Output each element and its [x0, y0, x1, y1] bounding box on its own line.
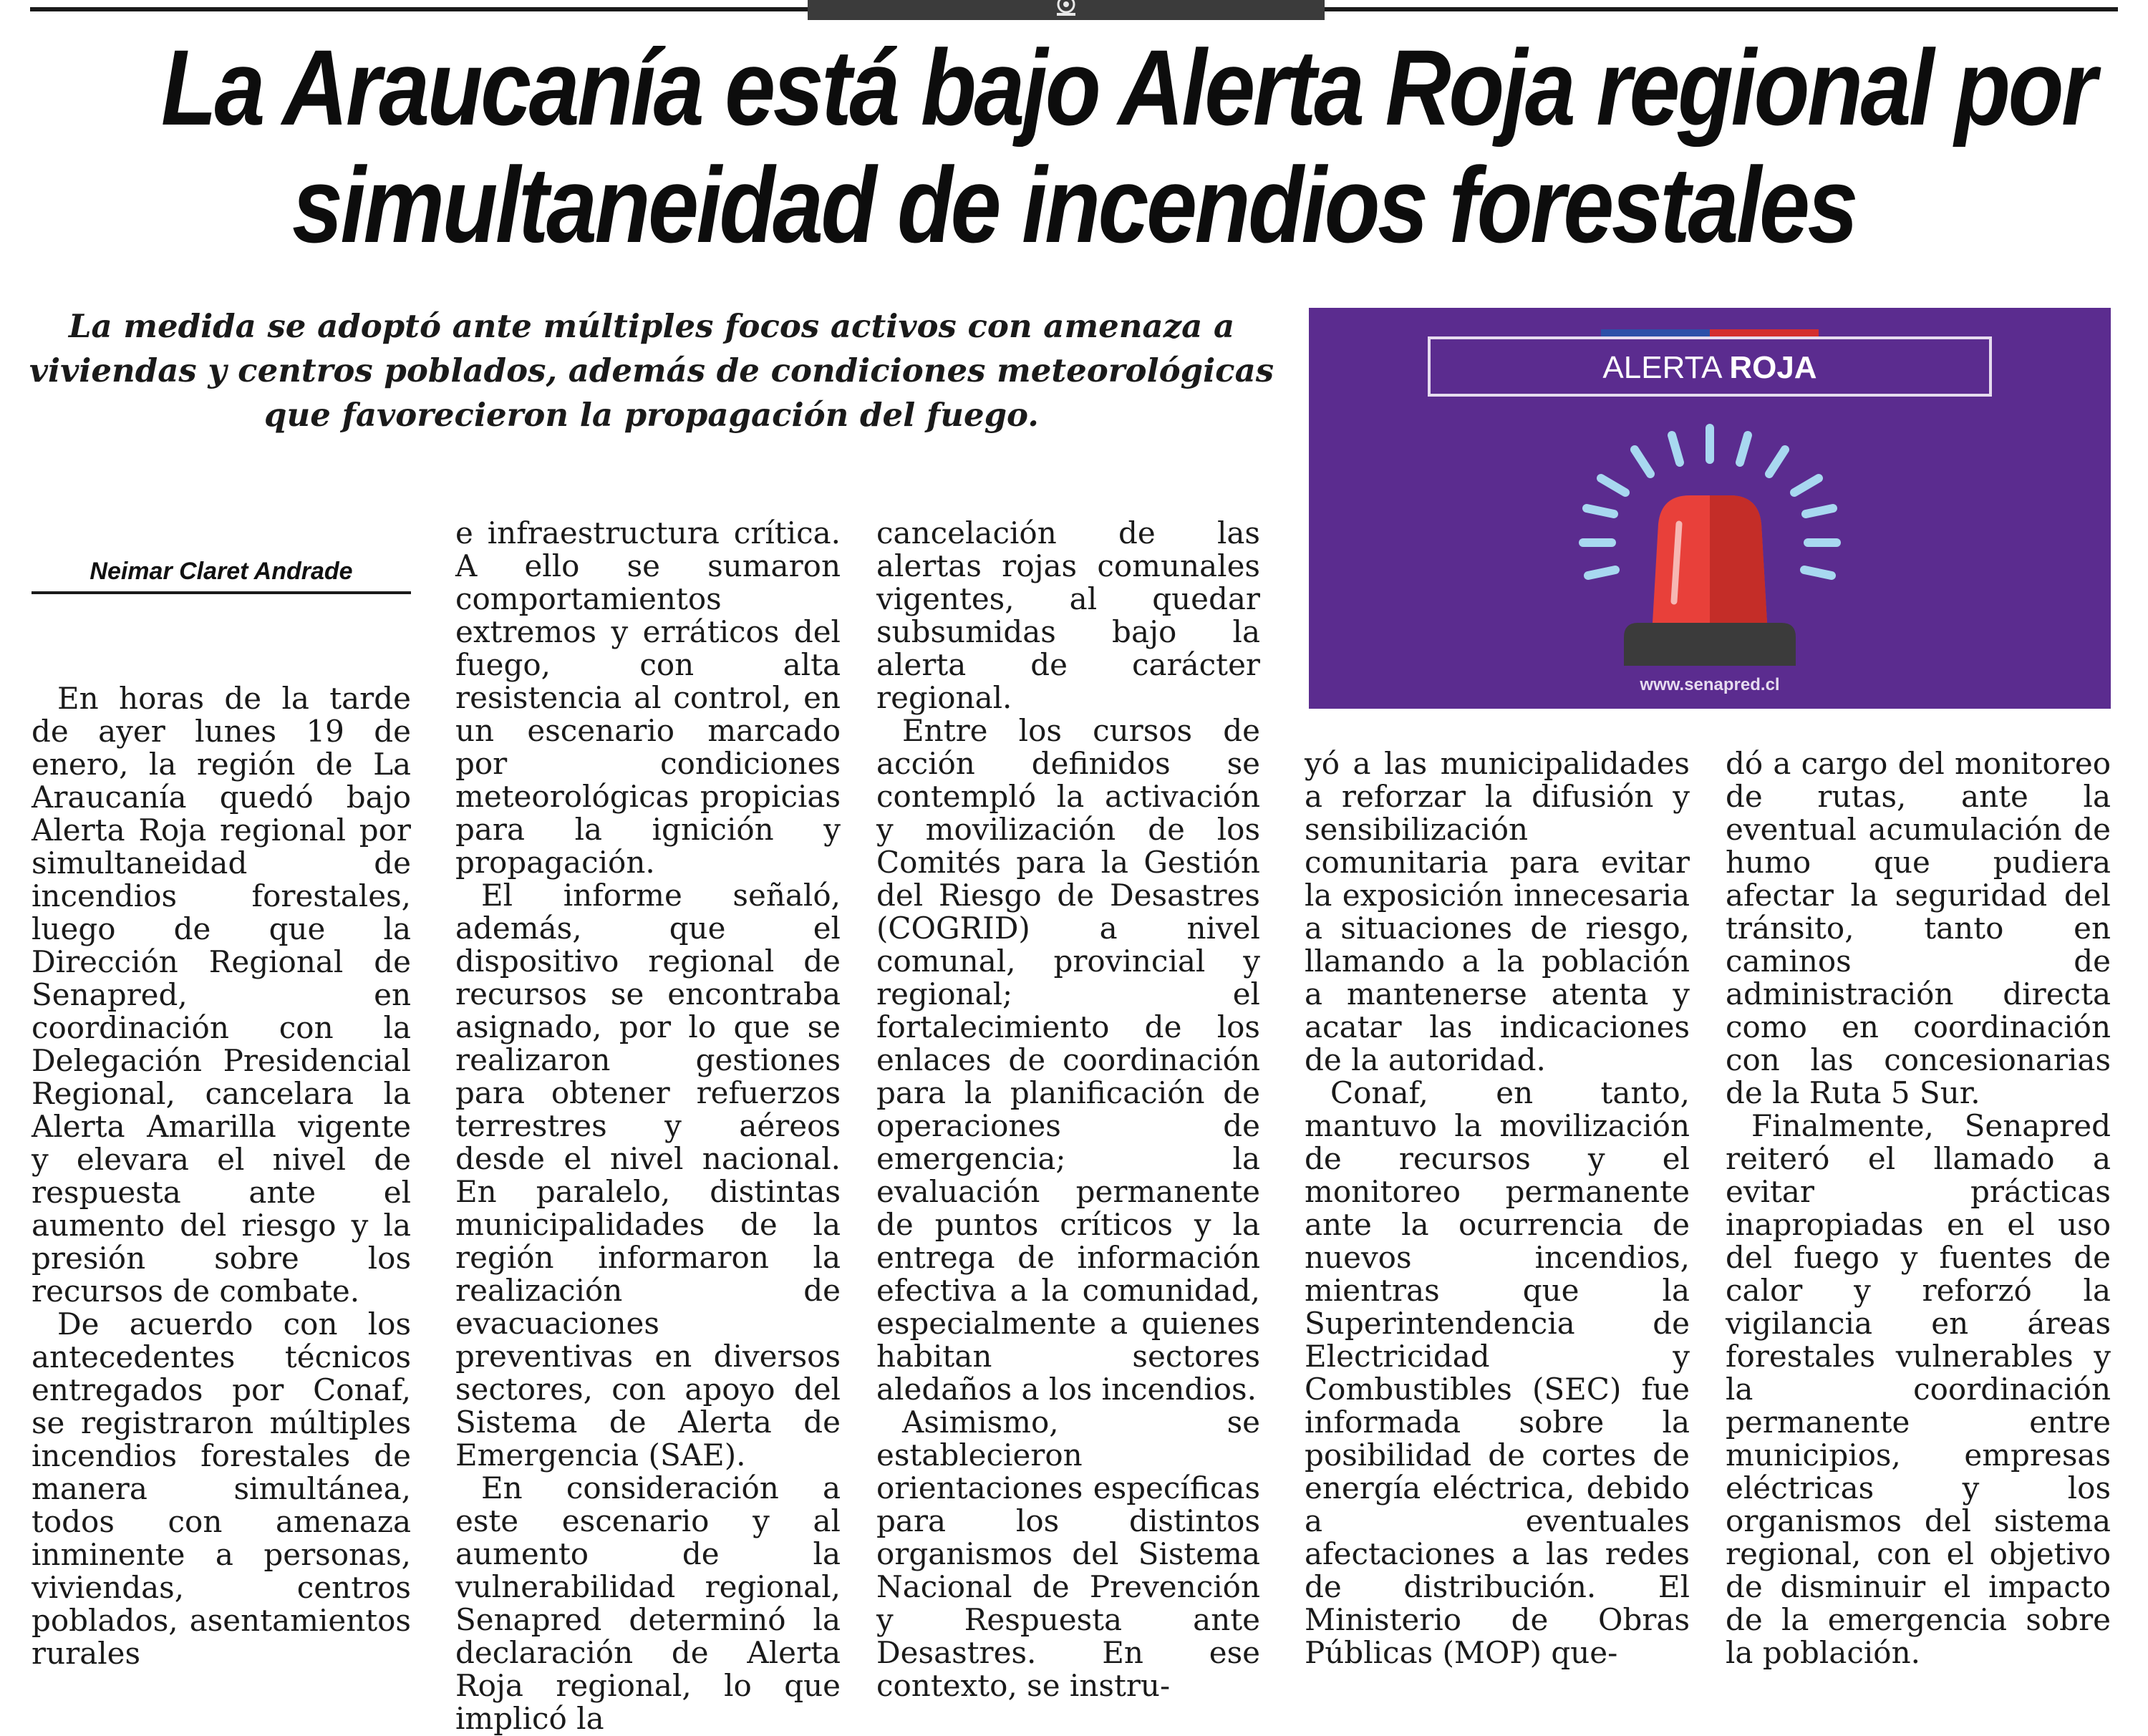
paragraph: En horas de la tarde de ayer lunes 19 de enero, la región de La Araucanía quedó bajo Alerta Roja regional por simultaneidad de incendios forestales, luego de que la Dirección Regional de Senapred, en coordinación con la Delegación Presidencial Regional, cancelara la Alerta Amarilla vigente y elevara el nivel de respuesta ante el aumento del riesgo y la presión sobre los recursos de combate.: [32, 681, 411, 1309]
author-name: Neimar Claret Andrade: [90, 558, 353, 585]
beacon-base: [1624, 623, 1796, 666]
paragraph-continued: yó a las municipalidades a reforzar la difusión y sensibilización comunitaria para evitar la exposición innecesaria a situaciones de riesgo, llamando a la población a mantenerse atenta y acatar las indicaciones de la autoridad.: [1305, 746, 1690, 1077]
beacon-shade: [1710, 495, 1767, 623]
alert-label: [1602, 350, 1816, 385]
paragraph: Finalmente, Senapred reiteró el llamado a evitar prácticas inapropiadas en el uso del fuego y fuentes de calor y reforzó la vigilancia en áreas forestales vulnerables y la coordinación permanente entre municipios, empresas eléctricas y los organismos del sistema regional, con el objetivo de disminuir el impacto de la emergencia sobre la población.: [1726, 1108, 2111, 1670]
article-column-1: [32, 682, 411, 1670]
subtitle-line-2: viviendas y centros poblados, además de condiciones meteorológicas: [29, 351, 1274, 389]
paragraph-continued: dó a cargo del monitoreo de rutas, ante la eventual acumulación de humo que pudiera afectar la seguridad del tránsito, tanto en caminos de administración directa como en coordinación con las concesionarias de la Ruta 5 Sur.: [1726, 746, 2111, 1110]
byline: [32, 556, 411, 594]
article-column-2: [455, 517, 841, 1735]
alert-label-emphasis: ROJA: [1729, 350, 1817, 385]
subtitle: [21, 304, 1282, 437]
article-column-5: [1726, 747, 2111, 1669]
article-column-3: [876, 517, 1260, 1702]
headline-line-2: simultaneidad de incendios forestales: [291, 145, 1857, 265]
paragraph: En consideración a este escenario y al aumento de la vulnerabilidad regional, Senapred determinó la declaración de Alerta Roja regional, lo que implicó la: [455, 1470, 841, 1736]
paragraph: Asimismo, se establecieron orientaciones específicas para los distintos organismos del Sistema Nacional de Prevención y Respuesta ante Desastres. En ese contexto, se instru-: [876, 1405, 1260, 1703]
headline: [161, 27, 2095, 265]
paragraph: Conaf, en tanto, mantuvo la movilización de recursos y el monitoreo permanente ante la ocurrencia de nuevos incendios, mientras que la Superintendencia de Electricidad y Combustibles (SEC) fue informada sobre la posibilidad de cortes de energía eléctrica, debido a eventuales afectaciones a las redes de distribución. El Ministerio de Obras Públicas (MOP) que-: [1305, 1075, 1690, 1670]
alert-label-prefix: ALERTA: [1602, 350, 1730, 385]
article-column-4: [1305, 747, 1690, 1669]
headline-line-1: La Araucanía está bajo Alerta Roja regional por: [161, 27, 2095, 147]
paragraph-continued: cancelación de las alertas rojas comunales vigentes, al quedar subsumidas bajo la alerta de carácter regional.: [876, 515, 1260, 715]
paragraph-continued: e infraestructura crítica. A ello se sumaron comportamientos extremos y erráticos del fuego, con alta resistencia al control, en un escenario marcado por condiciones meteorológicas propicias para la ignición y propagación.: [455, 515, 841, 880]
alert-roja-image: [1309, 308, 2111, 709]
paragraph: El informe señaló, además, que el dispositivo regional de recursos se encontraba asignado, por lo que se realizaron gestiones para obtener refuerzos terrestres y aéreos desde el nivel nacional. En paralelo, distintas municipalidades de la región informaron la realización de evacuaciones preventivas en diversos sectores, con apoyo del Sistema de Alerta de Emergencia (SAE).: [455, 878, 841, 1473]
emblem-icon: [1050, 0, 1083, 17]
paragraph: Entre los cursos de acción definidos se contempló la activación y movilización de los Comités para la Gestión del Riesgo de Desastres (COGRID) a nivel comunal, provincial y regional; el fortalecimiento de los enlaces de coordinación para la planificación de operaciones de emergencia; la evaluación permanente de puntos críticos y la entrega de información efectiva a la comunidad, especialmente a quienes habitan sectores aledaños a los incendios.: [876, 713, 1260, 1407]
image-url: www.senapred.cl: [1640, 675, 1780, 694]
paragraph: De acuerdo con los antecedentes técnicos entregados por Conaf, se registraron múltiples incendios forestales de manera simultánea, todos con amenaza inminente a personas, viviendas, centros poblados, asentamientos rurales: [32, 1306, 411, 1671]
subtitle-line-1: La medida se adoptó ante múltiples focos activos con amenaza a: [68, 307, 1235, 345]
subtitle-line-3: que favorecieron la propagación del fuego.: [264, 396, 1039, 434]
